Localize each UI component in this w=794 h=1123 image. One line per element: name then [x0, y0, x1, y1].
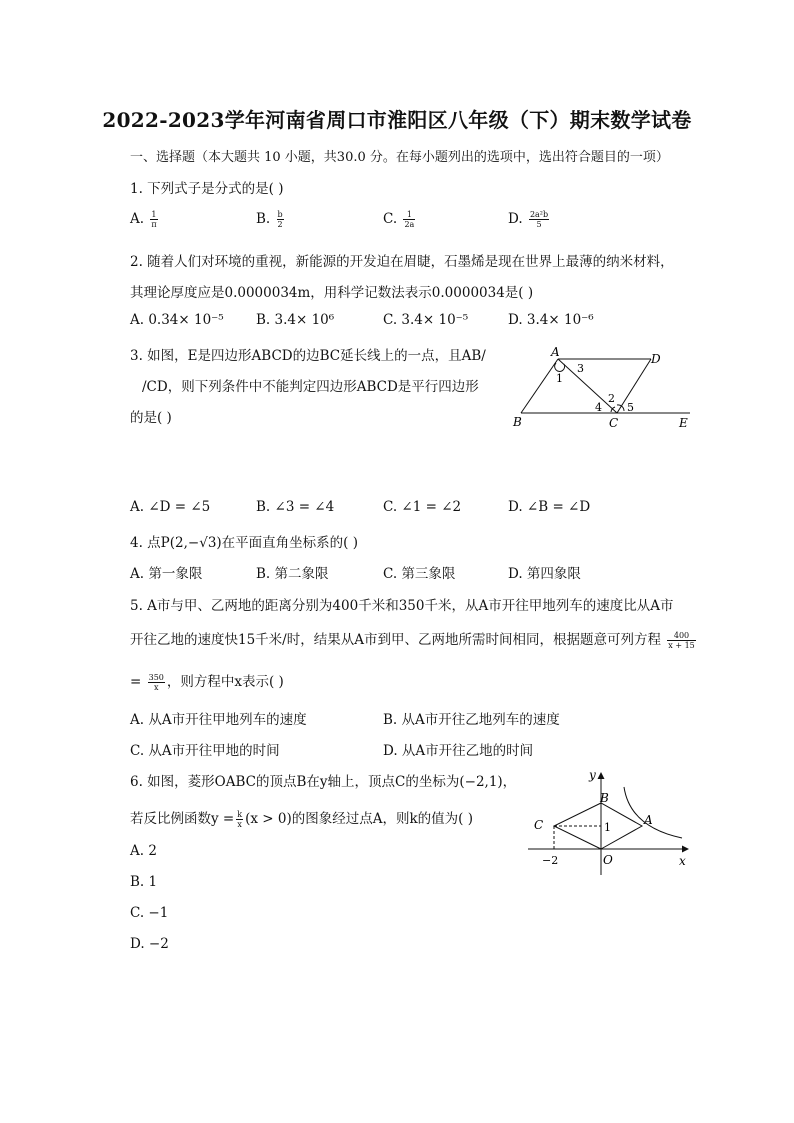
question-3-line-1: 3. 如图，E是四边形ABCD的边BC延长线上的一点，且AB/: [130, 348, 486, 364]
text: ，则方程中x表示( ): [166, 674, 284, 690]
angle-label-1: 1: [556, 372, 563, 385]
numerator: 350: [148, 673, 164, 682]
fraction: [236, 810, 243, 829]
section-heading: 一、选择题（本大题共 10 小题，共30.0 分。在每小题列出的选项中，选出符合题目的一项）: [130, 150, 669, 165]
label-c: C: [534, 818, 544, 832]
text: 若反比例函数y =: [130, 811, 235, 827]
denominator: π: [151, 220, 157, 229]
angle-label-4: 4: [595, 401, 602, 414]
q6-option-d[interactable]: D. −2: [130, 936, 169, 952]
q6-option-b[interactable]: B. 1: [130, 874, 158, 890]
fraction: [529, 210, 549, 229]
label-b: B: [513, 415, 522, 429]
numerator: 2a²b: [529, 210, 549, 219]
question-2-line-2: 其理论厚度应是0.0000034m，用科学记数法表示0.0000034是( ): [130, 285, 534, 301]
numerator: 1: [403, 210, 415, 220]
fraction: [667, 631, 695, 650]
question-2-line-1: 2. 随着人们对环境的重视，新能源的开发迫在眉睫，石墨烯是现在世界上最薄的纳米材料，: [130, 254, 674, 270]
denominator: x: [153, 683, 159, 692]
q5-option-b[interactable]: B. 从A市开往乙地列车的速度: [383, 712, 560, 728]
denominator: x: [237, 820, 242, 829]
q1-option-d[interactable]: [508, 210, 551, 229]
equals-sign: =: [130, 674, 142, 690]
q5-option-c[interactable]: C. 从A市开往甲地的时间: [130, 743, 280, 759]
q4-option-a[interactable]: A. 第一象限: [130, 566, 203, 582]
q4-option-d[interactable]: D. 第四象限: [508, 566, 581, 582]
question-6-line-1: 6. 如图，菱形OABC的顶点B在y轴上，顶点C的坐标为(−2,1)，: [130, 774, 517, 790]
q1-option-c[interactable]: [383, 210, 417, 229]
q6-option-a[interactable]: A. 2: [130, 843, 157, 859]
q4-option-c[interactable]: C. 第三象限: [383, 566, 456, 582]
label-c: C: [609, 416, 619, 430]
numerator: 400: [667, 631, 695, 641]
question-6-line-2: [130, 807, 473, 829]
q2-option-b[interactable]: B. 3.4× 10⁶: [256, 312, 335, 328]
page-title: 2022-2023学年河南省周口市淮阳区八年级（下）期末数学试卷: [102, 108, 692, 132]
rhombus-oabc: [554, 803, 642, 849]
q3-option-c[interactable]: C. ∠1 = ∠2: [383, 499, 462, 515]
denominator: 5: [536, 220, 542, 229]
hyperbola-curve: [624, 787, 682, 838]
label-neg-two: −2: [542, 854, 559, 867]
question-5-line-3: [130, 670, 284, 692]
option-letter: B.: [256, 211, 271, 227]
q4-option-b[interactable]: B. 第二象限: [256, 566, 329, 582]
q1-option-a[interactable]: [130, 210, 160, 229]
q2-option-c[interactable]: C. 3.4× 10⁻⁵: [383, 312, 469, 328]
fraction: [403, 210, 415, 229]
axis-label-y: y: [589, 768, 596, 782]
q5-option-d[interactable]: D. 从A市开往乙地的时间: [383, 743, 534, 759]
rhombus-figure: [520, 765, 695, 880]
numerator: b: [277, 210, 283, 219]
numerator: k: [237, 810, 243, 819]
fraction: [148, 673, 165, 692]
label-o: O: [603, 853, 613, 867]
angle-label-5: 5: [627, 401, 634, 414]
option-letter: D.: [508, 211, 523, 227]
question-3-line-2: /CD，则下列条件中不能判定四边形ABCD是平行四边形: [142, 379, 479, 395]
question-3-line-3: 的是( ): [130, 410, 172, 426]
option-letter: A.: [130, 211, 145, 227]
denominator: 2: [277, 220, 283, 229]
label-one: 1: [604, 821, 611, 834]
label-d: D: [651, 352, 661, 366]
q1-option-b[interactable]: [256, 210, 286, 229]
axis-label-x: x: [679, 854, 686, 868]
q2-option-d[interactable]: D. 3.4× 10⁻⁶: [508, 312, 594, 328]
side-ab: [521, 359, 558, 413]
label-e: E: [679, 416, 688, 430]
question-1-stem: 1. 下列式子是分式的是( ): [130, 181, 284, 197]
fraction: [150, 210, 157, 229]
denominator: x + 15: [668, 641, 695, 650]
label-a: A: [551, 345, 560, 359]
parallelogram-figure: [505, 343, 700, 433]
q6-option-c[interactable]: C. −1: [130, 905, 169, 921]
angle-label-2: 2: [608, 392, 615, 405]
q3-option-b[interactable]: B. ∠3 = ∠4: [256, 499, 335, 515]
question-5-line-1: 5. A市与甲、乙两地的距离分别为400千米和350千米，从A市开往甲地列车的速度比从A市: [130, 598, 674, 614]
label-b: B: [600, 791, 609, 805]
option-letter: C.: [383, 211, 398, 227]
text: (x > 0)的图象经过点A，则k的值为( ): [245, 811, 473, 827]
side-dc: [617, 359, 651, 413]
angle-label-3: 3: [577, 362, 584, 375]
question-4-stem: 4. 点P(2,−√3)在平面直角坐标系的( ): [130, 535, 358, 551]
q5-option-a[interactable]: A. 从A市开往甲地列车的速度: [130, 712, 307, 728]
q3-option-a[interactable]: A. ∠D = ∠5: [130, 499, 211, 515]
fraction: [277, 210, 284, 229]
question-5-line-2: [130, 628, 698, 650]
text: 开往乙地的速度快15千米/时，结果从A市到甲、乙两地所需时间相同，根据题意可列方程: [130, 632, 661, 648]
q2-option-a[interactable]: A. 0.34× 10⁻⁵: [130, 312, 224, 328]
label-a: A: [644, 813, 653, 827]
denominator: 2a: [404, 220, 415, 229]
numerator: 1: [151, 210, 157, 219]
q3-option-d[interactable]: D. ∠B = ∠D: [508, 499, 591, 515]
